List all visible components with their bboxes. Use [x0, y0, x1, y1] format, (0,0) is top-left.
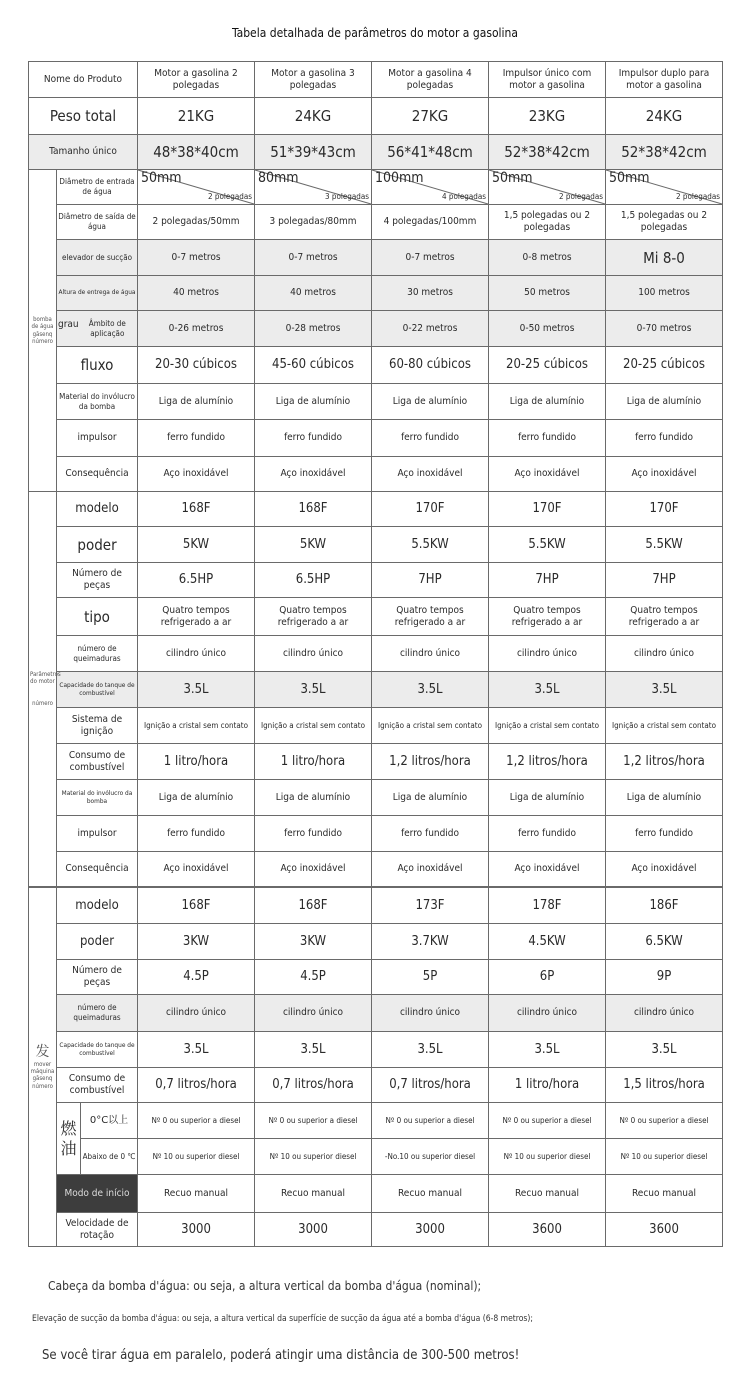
gen-fuel-value: 1,5 litros/hora [606, 1068, 723, 1103]
footnote: Cabeça da bomba d'água: ou seja, a altura vertical da bomba d'água (nominal); [48, 1279, 482, 1293]
impeller-value: ferro fundido [489, 420, 606, 457]
start-value: Recuo manual [606, 1175, 723, 1213]
tank-value: 3.5L [606, 672, 723, 708]
power-value: 5KW [138, 527, 255, 563]
suction-value: 0-7 metros [138, 240, 255, 276]
casing-value: Liga de alumínio [138, 384, 255, 420]
weight-value: 24KG [606, 98, 723, 135]
casing-label: Material do invólucro da bomba [57, 384, 138, 420]
flow-value: 20-25 cúbicos [489, 347, 606, 384]
flow-value: 45-60 cúbicos [255, 347, 372, 384]
model-value: 170F [489, 492, 606, 527]
ignition-value: Ignição a cristal sem contato [372, 708, 489, 744]
gen-cylinders-label: número de queimaduras [57, 995, 138, 1032]
gen-power-value: 3.7KW [372, 924, 489, 960]
size-value: 56*41*48cm [372, 135, 489, 170]
tank-label: Capacidade do tanque de combustível [57, 672, 138, 708]
engine-impeller-value: ferro fundido [138, 816, 255, 852]
power-value: 5.5KW [489, 527, 606, 563]
engine-impeller-value: ferro fundido [489, 816, 606, 852]
range-value: 0-22 metros [372, 311, 489, 347]
start-value: Recuo manual [138, 1175, 255, 1213]
model-value: 170F [372, 492, 489, 527]
oil-below-value: Nº 10 ou superior diesel [489, 1139, 606, 1175]
gen-cylinders-value: cilindro único [606, 995, 723, 1032]
range-value: 0-28 metros [255, 311, 372, 347]
outlet-value: 4 polegadas/100mm [372, 205, 489, 240]
inlet-cell: 50mm 2 polegadas [489, 170, 606, 205]
gen-model-value: 186F [606, 888, 723, 924]
type-label: tipo [57, 598, 138, 636]
range-value: 0-26 metros [138, 311, 255, 347]
speed-value: 3000 [138, 1213, 255, 1247]
impeller-value: ferro fundido [606, 420, 723, 457]
flow-value: 20-30 cúbicos [138, 347, 255, 384]
parts-value: 6.5HP [138, 563, 255, 598]
gen-cylinders-value: cilindro único [372, 995, 489, 1032]
grau-label: grau [58, 318, 79, 330]
head-value: 100 metros [606, 276, 723, 311]
gen-power-value: 3KW [255, 924, 372, 960]
range-value: 0-70 metros [606, 311, 723, 347]
ignition-label: Sistema de ignição [57, 708, 138, 744]
engine-casing-label: Material do invólucro da bomba [57, 780, 138, 816]
suction-value: Mi 8-0 [606, 240, 723, 276]
gen-parts-value: 9P [606, 960, 723, 995]
gen-tank-value: 3.5L [138, 1032, 255, 1068]
speed-value: 3600 [606, 1213, 723, 1247]
gen-cylinders-value: cilindro único [489, 995, 606, 1032]
parts-value: 6.5HP [255, 563, 372, 598]
tank-value: 3.5L [255, 672, 372, 708]
oil-below-value: Nº 10 ou superior diesel [138, 1139, 255, 1175]
page-title: Tabela detalhada de parâmetros do motor a gasolina [231, 26, 519, 40]
header-col-3: Motor a gasolina 4 polegadas [372, 62, 489, 98]
engine-result-value: Aço inoxidável [606, 852, 723, 887]
weight-value: 24KG [255, 98, 372, 135]
gen-parts-value: 4.5P [138, 960, 255, 995]
size-value: 52*38*42cm [489, 135, 606, 170]
impeller-label: impulsor [57, 420, 138, 457]
type-value: Quatro tempos refrigerado a ar [138, 598, 255, 636]
impeller-value: ferro fundido [255, 420, 372, 457]
speed-label: Velocidade de rotação [57, 1213, 138, 1247]
generator-section-label: 发 mover máquina gāsenq número [29, 888, 57, 1247]
spec-table [28, 61, 723, 170]
pump-section-label: bomba de água gāsenq número [29, 170, 57, 492]
flow-label: fluxo [57, 347, 138, 384]
oil-below-value: -No.10 ou superior diesel [372, 1139, 489, 1175]
gen-fuel-value: 0,7 litros/hora [255, 1068, 372, 1103]
suction-label: elevador de sucção [57, 240, 138, 276]
fuel-value: 1 litro/hora [255, 744, 372, 780]
oil-above-label: 0°C以上 [81, 1103, 138, 1139]
outlet-value: 1,5 polegadas ou 2 polegadas [606, 205, 723, 240]
outlet-value: 1,5 polegadas ou 2 polegadas [489, 205, 606, 240]
engine-impeller-label: impulsor [57, 816, 138, 852]
gen-model-value: 168F [255, 888, 372, 924]
gen-model-label: modelo [57, 888, 138, 924]
suction-value: 0-7 metros [255, 240, 372, 276]
header-label: Nome do Produto [29, 62, 138, 98]
parts-value: 7HP [489, 563, 606, 598]
engine-impeller-value: ferro fundido [255, 816, 372, 852]
engine-impeller-value: ferro fundido [606, 816, 723, 852]
casing-value: Liga de alumínio [606, 384, 723, 420]
engine-table [28, 491, 723, 887]
power-label: poder [57, 527, 138, 563]
result-value: Aço inoxidável [138, 457, 255, 492]
tank-value: 3.5L [489, 672, 606, 708]
gen-tank-value: 3.5L [489, 1032, 606, 1068]
inlet-cell: 100mm 4 polegadas [372, 170, 489, 205]
range-label: grau Âmbito de aplicação [57, 311, 138, 347]
size-value: 52*38*42cm [606, 135, 723, 170]
flow-value: 20-25 cúbicos [606, 347, 723, 384]
head-value: 30 metros [372, 276, 489, 311]
start-value: Recuo manual [255, 1175, 372, 1213]
tank-value: 3.5L [372, 672, 489, 708]
start-value: Recuo manual [372, 1175, 489, 1213]
engine-section-label: Parâmetros do motor número [29, 492, 57, 887]
fuel-label: Consumo de combustível [57, 744, 138, 780]
generator-table [28, 887, 723, 1247]
oil-below-value: Nº 10 ou superior diesel [255, 1139, 372, 1175]
result-value: Aço inoxidável [606, 457, 723, 492]
impeller-value: ferro fundido [138, 420, 255, 457]
engine-casing-value: Liga de alumínio [489, 780, 606, 816]
footnote: Se você tirar água em paralelo, poderá atingir uma distância de 300-500 metros! [42, 1348, 520, 1363]
cylinders-value: cilindro único [606, 636, 723, 672]
gen-parts-value: 6P [489, 960, 606, 995]
outlet-value: 2 polegadas/50mm [138, 205, 255, 240]
type-value: Quatro tempos refrigerado a ar [489, 598, 606, 636]
engine-result-value: Aço inoxidável [255, 852, 372, 887]
start-label: Modo de início [57, 1175, 138, 1213]
model-value: 170F [606, 492, 723, 527]
outlet-value: 3 polegadas/80mm [255, 205, 372, 240]
engine-result-value: Aço inoxidável [372, 852, 489, 887]
gen-model-value: 168F [138, 888, 255, 924]
engine-result-value: Aço inoxidável [489, 852, 606, 887]
fuel-value: 1,2 litros/hora [489, 744, 606, 780]
footnote: Elevação de sucção da bomba d'água: ou seja, a altura vertical da superfície de sucção da água até a bomba d'água (6-8 metros); [32, 1314, 533, 1324]
gen-tank-value: 3.5L [255, 1032, 372, 1068]
outlet-label: Diâmetro de saída de água [57, 205, 138, 240]
inlet-cell: 50mm 2 polegadas [606, 170, 723, 205]
gen-power-value: 6.5KW [606, 924, 723, 960]
casing-value: Liga de alumínio [489, 384, 606, 420]
engine-casing-value: Liga de alumínio [372, 780, 489, 816]
speed-value: 3600 [489, 1213, 606, 1247]
result-label: Consequência [57, 457, 138, 492]
ignition-value: Ignição a cristal sem contato [489, 708, 606, 744]
oil-above-value: Nº 0 ou superior a diesel [372, 1103, 489, 1139]
ignition-value: Ignição a cristal sem contato [606, 708, 723, 744]
gen-model-value: 178F [489, 888, 606, 924]
size-value: 51*39*43cm [255, 135, 372, 170]
gen-power-value: 4.5KW [489, 924, 606, 960]
speed-value: 3000 [372, 1213, 489, 1247]
header-col-2: Motor a gasolina 3 polegadas [255, 62, 372, 98]
type-value: Quatro tempos refrigerado a ar [606, 598, 723, 636]
size-value: 48*38*40cm [138, 135, 255, 170]
header-col-4: Impulsor único com motor a gasolina [489, 62, 606, 98]
engine-result-label: Consequência [57, 852, 138, 887]
oil-above-value: Nº 0 ou superior a diesel [138, 1103, 255, 1139]
type-value: Quatro tempos refrigerado a ar [372, 598, 489, 636]
power-value: 5KW [255, 527, 372, 563]
start-value: Recuo manual [489, 1175, 606, 1213]
engine-casing-value: Liga de alumínio [255, 780, 372, 816]
type-value: Quatro tempos refrigerado a ar [255, 598, 372, 636]
result-value: Aço inoxidável [489, 457, 606, 492]
ignition-value: Ignição a cristal sem contato [255, 708, 372, 744]
suction-value: 0-8 metros [489, 240, 606, 276]
casing-value: Liga de alumínio [372, 384, 489, 420]
cylinders-value: cilindro único [255, 636, 372, 672]
tank-value: 3.5L [138, 672, 255, 708]
power-value: 5.5KW [372, 527, 489, 563]
model-value: 168F [138, 492, 255, 527]
fuel-value: 1,2 litros/hora [606, 744, 723, 780]
fuel-oil-label: 燃油 [57, 1103, 81, 1175]
gen-model-value: 173F [372, 888, 489, 924]
gen-cylinders-value: cilindro único [255, 995, 372, 1032]
gen-parts-value: 4.5P [255, 960, 372, 995]
gen-tank-value: 3.5L [372, 1032, 489, 1068]
parts-value: 7HP [606, 563, 723, 598]
gen-tank-value: 3.5L [606, 1032, 723, 1068]
head-label: Altura de entrega de água [57, 276, 138, 311]
result-value: Aço inoxidável [372, 457, 489, 492]
ignition-value: Ignição a cristal sem contato [138, 708, 255, 744]
cylinders-value: cilindro único [138, 636, 255, 672]
head-value: 50 metros [489, 276, 606, 311]
fuel-value: 1,2 litros/hora [372, 744, 489, 780]
gen-cylinders-value: cilindro único [138, 995, 255, 1032]
oil-above-value: Nº 0 ou superior a diesel [489, 1103, 606, 1139]
power-value: 5.5KW [606, 527, 723, 563]
weight-label: Peso total [29, 98, 138, 135]
inlet-cell: 80mm 3 polegadas [255, 170, 372, 205]
weight-value: 21KG [138, 98, 255, 135]
model-label: modelo [57, 492, 138, 527]
oil-above-value: Nº 0 ou superior a diesel [255, 1103, 372, 1139]
casing-value: Liga de alumínio [255, 384, 372, 420]
weight-value: 23KG [489, 98, 606, 135]
gen-power-label: poder [57, 924, 138, 960]
inlet-label: Diâmetro de entrada de água [57, 170, 138, 205]
gen-parts-label: Número de peças [57, 960, 138, 995]
speed-value: 3000 [255, 1213, 372, 1247]
header-col-1: Motor a gasolina 2 polegadas [138, 62, 255, 98]
cylinders-label: número de queimaduras [57, 636, 138, 672]
head-value: 40 metros [255, 276, 372, 311]
gen-fuel-value: 0,7 litros/hora [138, 1068, 255, 1103]
suction-value: 0-7 metros [372, 240, 489, 276]
head-value: 40 metros [138, 276, 255, 311]
engine-casing-value: Liga de alumínio [606, 780, 723, 816]
gen-fuel-label: Consumo de combustível [57, 1068, 138, 1103]
gen-fuel-value: 0,7 litros/hora [372, 1068, 489, 1103]
cylinders-value: cilindro único [489, 636, 606, 672]
oil-above-value: Nº 0 ou superior a diesel [606, 1103, 723, 1139]
gen-fuel-value: 1 litro/hora [489, 1068, 606, 1103]
weight-value: 27KG [372, 98, 489, 135]
model-value: 168F [255, 492, 372, 527]
gen-parts-value: 5P [372, 960, 489, 995]
gen-power-value: 3KW [138, 924, 255, 960]
size-label: Tamanho único [29, 135, 138, 170]
impeller-value: ferro fundido [372, 420, 489, 457]
result-value: Aço inoxidável [255, 457, 372, 492]
parts-value: 7HP [372, 563, 489, 598]
pump-table [28, 169, 723, 492]
engine-impeller-value: ferro fundido [372, 816, 489, 852]
header-col-5: Impulsor duplo para motor a gasolina [606, 62, 723, 98]
engine-casing-value: Liga de alumínio [138, 780, 255, 816]
inlet-cell: 50mm 2 polegadas [138, 170, 255, 205]
flow-value: 60-80 cúbicos [372, 347, 489, 384]
fuel-value: 1 litro/hora [138, 744, 255, 780]
oil-below-value: Nº 10 ou superior diesel [606, 1139, 723, 1175]
oil-below-label: Abaixo de 0 ℃ [81, 1139, 138, 1175]
engine-result-value: Aço inoxidável [138, 852, 255, 887]
range-value: 0-50 metros [489, 311, 606, 347]
parts-label: Número de peças [57, 563, 138, 598]
gen-tank-label: Capacidade do tanque de combustível [57, 1032, 138, 1068]
cylinders-value: cilindro único [372, 636, 489, 672]
